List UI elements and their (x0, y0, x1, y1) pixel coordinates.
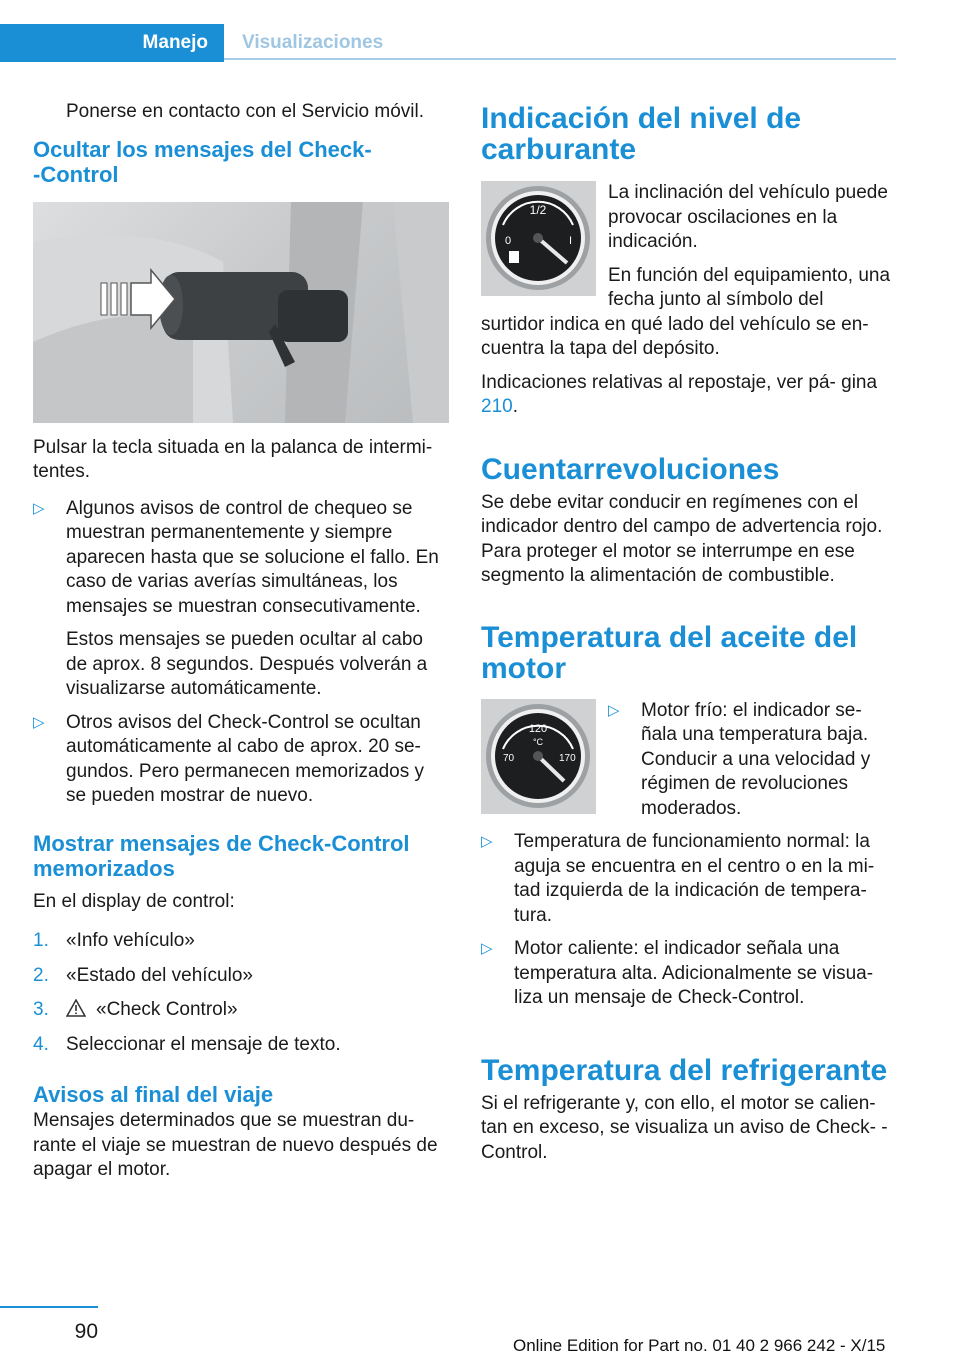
svg-text:0: 0 (505, 235, 512, 247)
bullet-text: Algunos avisos de control de chequeo se muestran permanentemente y siempre aparecen hasta que se solucione el fallo. En caso de varias averías simultáneas, los mensajes se muestran consecutivamente. (66, 497, 439, 617)
refuel-ref-text: Indicaciones relativas al repostaje, ver pá- gina 210. (481, 371, 878, 417)
list-item: ▷ Temperatura de funcionamiento normal: la aguja se encuentra en el centro o en la mi- tad izquierda de la indicación de tempera- tura. (481, 831, 875, 926)
fuel-tilt-text: La inclinación del vehículo puede provocar oscilaciones en la indicación. (608, 182, 888, 252)
heading-coolant-temperature: Temperatura del refrigerante (481, 1053, 888, 1087)
oil-gauge-dial (481, 699, 596, 814)
list-item (33, 964, 449, 989)
heading-hide-check-control: Ocultar los mensajes del Check- -Control (33, 136, 372, 187)
oil-temperature-gauge (481, 699, 596, 814)
lever-illustration (33, 202, 449, 423)
list-item: ▷ Motor caliente: el indicador señala una temperatura alta. Adicionalmente se visua- liza un mensaje de Check-Control. (481, 938, 874, 1008)
coolant-text: Si el refrigerante y, con ello, el motor se calien- tan en exceso, se visualiza un aviso de Check- -Control. (481, 1092, 888, 1163)
list-item: ▷ Motor frío: el indicador se- ñala una temperatura baja. Conducir a una velocidad y régimen de revoluciones moderados. (608, 699, 871, 819)
fuel-gauge (481, 181, 596, 296)
bullet-text: Otros avisos del Check-Control se ocultan automáticamente al cabo de aprox. 20 se- gundos. Pero permanecen memorizados y se pueden mostrar de nuevo. (66, 711, 425, 806)
triangle-bullet-icon: ▷ (481, 940, 493, 957)
heading-tachometer: Cuentarrevoluciones (481, 452, 780, 486)
heading-fuel-level: Indicación del nivel de carburante (481, 102, 802, 166)
list-item (33, 711, 449, 809)
step-number: 4. (33, 1033, 49, 1055)
heading-oil-temperature: Temperatura del aceite del motor (481, 620, 858, 685)
triangle-bullet-icon: ▷ (33, 499, 45, 517)
step-text: Seleccionar el mensaje de texto. (66, 1033, 341, 1055)
fuel-gauge-dial (481, 181, 596, 296)
list-item (33, 929, 449, 954)
list-item (33, 1033, 449, 1058)
triangle-bullet-icon: ▷ (608, 701, 620, 719)
control-display-text: En el display de control: (33, 890, 235, 912)
warning-triangle-icon (66, 999, 86, 1017)
footer-rule (0, 1306, 98, 1308)
edition-note: Online Edition for Part no. 01 40 2 966 242 - X/15 (513, 1336, 886, 1355)
turn-signal-lever-photo (33, 202, 449, 423)
step-text: «Check Control» (96, 999, 238, 1020)
intro-text: Ponerse en contacto con el Servicio móvil. (66, 101, 425, 122)
tab-visualizaciones[interactable]: Visualizaciones (224, 24, 896, 60)
svg-text:I: I (569, 235, 573, 247)
step-number: 2. (33, 964, 49, 986)
triangle-bullet-icon: ▷ (33, 713, 45, 731)
page-link[interactable]: 210 (481, 396, 513, 417)
step-number: 1. (33, 930, 49, 951)
tachometer-text: Se debe evitar conducir en regímenes con el indicador dentro del campo de advertencia rojo. Para proteger el motor se interrumpe en ese segmento la alimentación de combustible. (481, 491, 883, 586)
end-of-trip-text: Mensajes determinados que se muestran du- rante el viaje se muestran de nuevo después de apagar el motor. (33, 1110, 438, 1180)
step-text: «Estado del vehículo» (66, 964, 253, 986)
header-tabs (0, 24, 896, 62)
svg-text:1/2: 1/2 (529, 203, 547, 217)
tab-manejo[interactable]: Manejo (0, 24, 224, 62)
svg-text:°C: °C (532, 736, 544, 747)
check-control-bullets (33, 497, 449, 809)
right-column (481, 103, 891, 1174)
step-number: 3. (33, 999, 49, 1020)
list-item (33, 497, 449, 702)
svg-text:170: 170 (559, 752, 576, 764)
svg-text:70: 70 (503, 752, 515, 764)
fuel-side-text: En función del equipamiento, una fecha junto al símbolo del surtidor indica en qué lado del vehículo se en- cuentra la tapa del depósito. (481, 264, 891, 359)
steps-list (33, 929, 449, 1057)
heading-show-memorized: Mostrar mensajes de Check-Control memorizados (33, 830, 410, 881)
page-number: 90 (74, 1320, 98, 1343)
svg-text:120: 120 (528, 722, 548, 735)
left-column (33, 100, 449, 1192)
list-item (33, 998, 449, 1023)
press-key-text: Pulsar la tecla situada en la palanca de intermi- tentes. (33, 436, 433, 482)
triangle-bullet-icon: ▷ (481, 833, 493, 850)
heading-end-of-trip: Avisos al final del viaje (33, 1082, 274, 1107)
bullet-text: Estos mensajes se pueden ocultar al cabo de aprox. 8 segundos. Después volverán a visualizarse automáticamente. (66, 629, 428, 699)
step-text: «Info vehículo» (66, 930, 195, 951)
